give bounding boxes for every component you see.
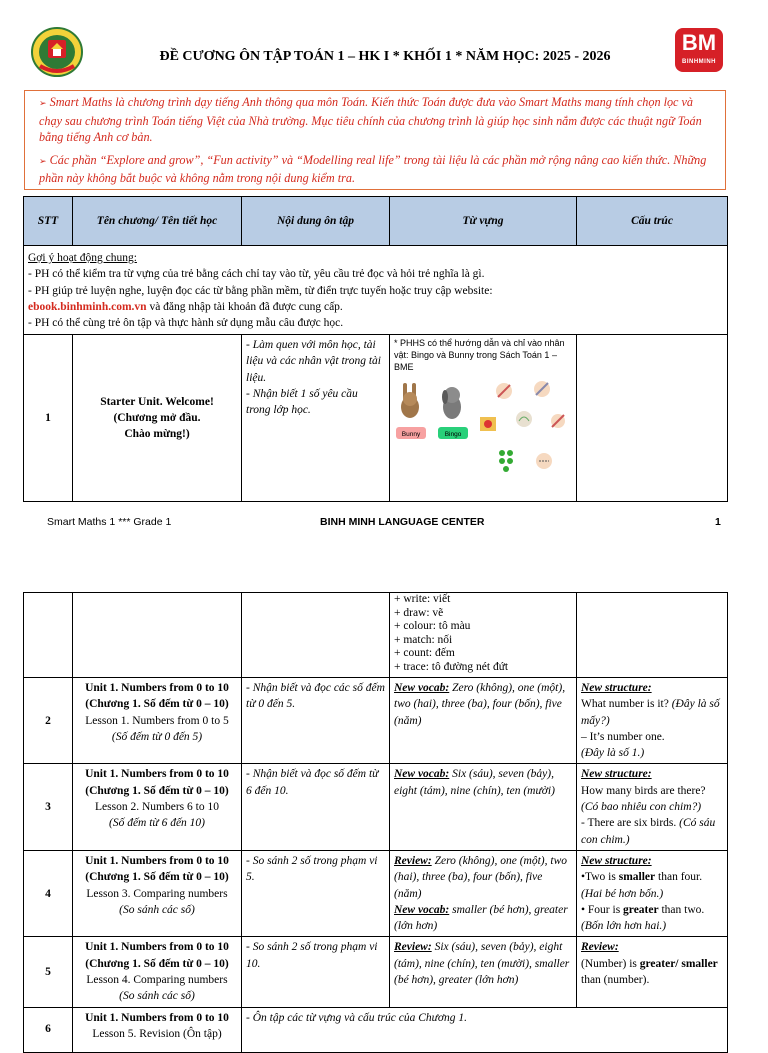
col-header-vocab: Từ vựng — [390, 197, 577, 246]
row-vocab — [390, 335, 577, 502]
chapter-title: (Chương 1. Số đếm từ 0 – 10) — [85, 871, 229, 884]
row-chapter — [73, 1007, 242, 1052]
lesson-title-vi: (Số đếm từ 6 đến 10) — [108, 817, 205, 830]
lesson-title-vi: (Số đếm từ 0 đến 5) — [111, 730, 203, 743]
vocab-match: + match: nối — [394, 633, 453, 646]
structure-line-1: How many birds are there? — [581, 784, 706, 797]
chapter-title: (Chương 1. Số đếm từ 0 – 10) — [85, 784, 229, 797]
row-structure — [577, 335, 728, 502]
general-title: Gợi ý hoạt động chung: — [28, 252, 137, 264]
structure-en: What number is it? — [581, 698, 672, 711]
vocab-write: + write: viết — [394, 593, 451, 605]
structure-line-1 — [581, 696, 723, 729]
row-chapter — [73, 764, 242, 850]
review-text: Zero (không), one (một), two (hai), three (ba), four (bốn), five (năm) — [394, 854, 568, 900]
general-line-4: - PH có thể cùng trẻ ôn tập và thực hành sử dụng mẫu câu được học. — [28, 317, 344, 330]
structure-line-2 — [581, 815, 723, 848]
row-chapter — [73, 335, 242, 502]
vocab-text: Six (sáu), seven (bảy), eight (tám), nine (chín), ten (mười) — [394, 768, 555, 797]
col-header-content: Nội dung ôn tập — [242, 197, 390, 246]
chapter-title: (Chương 1. Số đếm từ 0 – 10) — [85, 957, 229, 970]
vocab-trace: + trace: tô đường nét đứt — [394, 660, 509, 673]
unit-title: Unit 1. Numbers from 0 to 10 — [85, 854, 229, 867]
bunny-label: Bunny — [401, 431, 421, 438]
row-chapter — [73, 850, 242, 936]
row-stt: 3 — [24, 764, 73, 850]
table-row-continued — [24, 593, 728, 678]
row-stt: 1 — [24, 335, 73, 502]
vocab-label: New vocab: — [394, 903, 450, 916]
table-row — [24, 1007, 728, 1052]
structure-line-2: – It’s number one. — [581, 730, 665, 743]
structure-line-1-vi: (Hai bé hơn bốn.) — [581, 887, 664, 900]
chapter-line-1: Starter Unit. Welcome! — [100, 395, 214, 408]
general-activities-cell — [24, 246, 728, 335]
general-activities-row — [24, 246, 728, 335]
lesson-title-vi: (So sánh các số) — [119, 903, 195, 916]
row-stt: 2 — [24, 678, 73, 764]
review-table-page-1 — [23, 196, 728, 502]
review-label: Review: — [394, 941, 432, 954]
table-row — [24, 764, 728, 850]
structure-vi: (Có sáu con chim.) — [581, 817, 716, 846]
arrow-bullet-icon: ➢ — [39, 99, 47, 109]
row-structure — [577, 678, 728, 764]
bingo-character-icon — [442, 387, 461, 419]
col-header-structure: Cấu trúc — [577, 197, 728, 246]
col-header-stt: STT — [24, 197, 73, 246]
lesson-title-vi: (So sánh các số) — [119, 990, 195, 1003]
structure-part: than (number). — [581, 974, 650, 987]
lesson-title: Lesson 2. Numbers 6 to 10 — [95, 801, 219, 814]
notice-text-2: Các phần “Explore and grow”, “Fun activity” và “Modelling real life” trong tài liệu là các phần mở rộng nâng cao kiến thức. Những phần này không bắt buộc và không nằm trong nội dung kiểm tra. — [39, 152, 707, 185]
vocab-count: + count: đếm — [394, 647, 455, 660]
row-vocab — [390, 593, 577, 678]
vocab-draw: + draw: vẽ — [394, 606, 444, 619]
document-title: ĐỀ CƯƠNG ÔN TẬP TOÁN 1 – HK I * KHỐI 1 * NĂM HỌC: 2025 - 2026 — [159, 49, 611, 64]
lesson-title: Lesson 3. Comparing numbers — [86, 887, 228, 900]
vocab-label: New vocab: — [394, 682, 450, 694]
bingo-label: Bingo — [444, 431, 462, 438]
notice-text-1: Smart Maths là chương trình dạy tiếng Anh thông qua môn Toán. Kiến thức Toán được đưa vào Smart Maths mang tính chọn lọc và chạy sau chương trình Toán tiếng Việt của Nhà trường. Mục tiêu chính của chương trình là giúp học sinh nắm được các thuật ngữ Toán bằng tiếng Anh cơ bản. — [39, 95, 702, 144]
row-stt — [24, 593, 73, 678]
row-structure — [577, 850, 728, 936]
logo-monogram: BM — [681, 30, 717, 55]
chapter-line-3: Chào mừng!) — [124, 428, 190, 441]
structure-line-2-vi: (Bốn lớn hơn hai.) — [581, 920, 667, 933]
structure-en: - There are six birds. — [581, 817, 677, 830]
review-text: Six (sáu), seven (bảy), eight (tám), nine (chín), ten (mười), smaller (bé hơn), greater (lớn hơn) — [394, 941, 570, 987]
structure-label: New structure: — [581, 682, 652, 694]
structure-label: Review: — [581, 941, 619, 954]
structure-part: (Number) is — [581, 957, 640, 970]
row-vocab — [390, 850, 577, 936]
characters-illustration — [394, 377, 574, 487]
binhminh-logo — [675, 28, 723, 72]
structure-line-2 — [581, 902, 723, 918]
structure-keyword: greater/ smaller — [639, 957, 718, 970]
vocab-text: smaller (bé hơn), greater (lớn hơn) — [394, 903, 568, 933]
review-table-page-2 — [23, 592, 728, 1053]
vocab-text: Zero (không), one (một), two (hai), three (ba), four (bốn), five (năm) — [394, 682, 566, 727]
unit-title: Unit 1. Numbers from 0 to 10 — [85, 682, 229, 694]
structure-label: New structure: — [581, 854, 652, 867]
structure-line-2-vi: (Đây là số 1.) — [581, 747, 645, 760]
vocab-note: * PHHS có thể hướng dẫn và chỉ vào nhân vật: Bingo và Bunny trong Sách Toán 1 – BME — [394, 338, 565, 372]
structure-keyword: smaller — [618, 871, 656, 884]
row-structure — [577, 764, 728, 850]
unit-title: Unit 1. Numbers from 0 to 10 — [85, 1011, 229, 1024]
structure-vi: (Đây là số mấy?) — [581, 698, 720, 727]
lesson-title: Lesson 4. Comparing numbers — [86, 974, 228, 987]
bunny-character-icon — [401, 383, 419, 418]
row-stt: 4 — [24, 850, 73, 936]
structure-part: than two. — [658, 903, 705, 916]
structure-part: than four. — [655, 871, 703, 884]
col-header-chapter: Tên chương/ Tên tiết học — [73, 197, 242, 246]
unit-title: Unit 1. Numbers from 0 to 10 — [85, 941, 229, 954]
website-link[interactable]: ebook.binhminh.com.vn — [28, 300, 147, 313]
row-chapter — [73, 937, 242, 1007]
arrow-bullet-icon: ➢ — [39, 156, 47, 167]
row-structure — [577, 593, 728, 678]
general-line-1: - PH có thể kiểm tra từ vựng của trẻ bằng cách chỉ tay vào từ, yêu cầu trẻ đọc và hỏi trẻ nghĩa là gì. — [28, 268, 485, 281]
footer-page-number: 1 — [715, 516, 721, 528]
row-vocab — [390, 937, 577, 1007]
row-content — [242, 335, 390, 502]
structure-line-1-vi: (Có bao nhiêu con chim?) — [581, 801, 702, 814]
row-vocab — [390, 764, 577, 850]
content-line-1: - Làm quen với môn học, tài liệu và các nhân vật trong tài liệu. — [246, 339, 381, 384]
notice-box — [24, 90, 726, 190]
row-vocab — [390, 678, 577, 764]
table-row — [24, 937, 728, 1007]
general-line-3-text: và đăng nhập tài khoản đã được cung cấp. — [146, 300, 343, 313]
general-line-3 — [28, 299, 723, 315]
row-content: - So sánh 2 số trong phạm vi 5. — [242, 850, 390, 936]
content-line-2: - Nhận biết 1 số yêu cầu trong lớp học. — [246, 387, 358, 417]
activity-icons — [480, 381, 565, 472]
structure-line-1 — [581, 956, 723, 989]
lesson-title: Lesson 1. Numbers from 0 to 5 — [85, 714, 229, 727]
table-header-row — [24, 197, 728, 246]
lesson-title: Lesson 5. Revision (Ôn tập) — [92, 1027, 222, 1040]
row-chapter — [73, 593, 242, 678]
structure-part: •Two is — [581, 871, 619, 884]
table-row — [24, 850, 728, 936]
chapter-line-2: (Chương mở đầu. — [113, 411, 201, 424]
row-stt: 6 — [24, 1007, 73, 1052]
row-structure — [577, 937, 728, 1007]
general-line-2: - PH giúp trẻ luyện nghe, luyện đọc các từ bằng phần mềm, từ điển trực tuyến hoặc truy cập website: — [28, 284, 493, 297]
notice-paragraph-1 — [39, 94, 715, 146]
footer-left: Smart Maths 1 *** Grade 1 — [47, 516, 172, 528]
table-row — [24, 335, 728, 502]
row-content: - So sánh 2 số trong phạm vi 10. — [242, 937, 390, 1007]
structure-line-1 — [581, 869, 723, 885]
logo-subtext: BINHMINH — [682, 59, 716, 65]
school-logo — [30, 26, 84, 78]
structure-keyword: greater — [623, 903, 659, 916]
row-content — [242, 593, 390, 678]
row-chapter — [73, 678, 242, 764]
notice-paragraph-2 — [39, 152, 715, 187]
chapter-title: (Chương 1. Số đếm từ 0 – 10) — [85, 698, 229, 711]
row-content: - Nhận biết và đọc số đếm từ 6 đến 10. — [242, 764, 390, 850]
row-content: - Nhận biết và đọc các số đếm từ 0 đến 5. — [242, 678, 390, 764]
row-stt: 5 — [24, 937, 73, 1007]
table-row — [24, 678, 728, 764]
review-label: Review: — [394, 854, 432, 867]
structure-part: • Four is — [581, 903, 624, 916]
row-content: - Ôn tập các từ vựng và cấu trúc của Chương 1. — [242, 1007, 728, 1052]
structure-label: New structure: — [581, 768, 652, 781]
vocab-label: New vocab: — [394, 768, 450, 781]
unit-title: Unit 1. Numbers from 0 to 10 — [85, 768, 229, 781]
vocab-colour: + colour: tô màu — [394, 620, 471, 633]
footer-center: BINH MINH LANGUAGE CENTER — [320, 516, 485, 528]
